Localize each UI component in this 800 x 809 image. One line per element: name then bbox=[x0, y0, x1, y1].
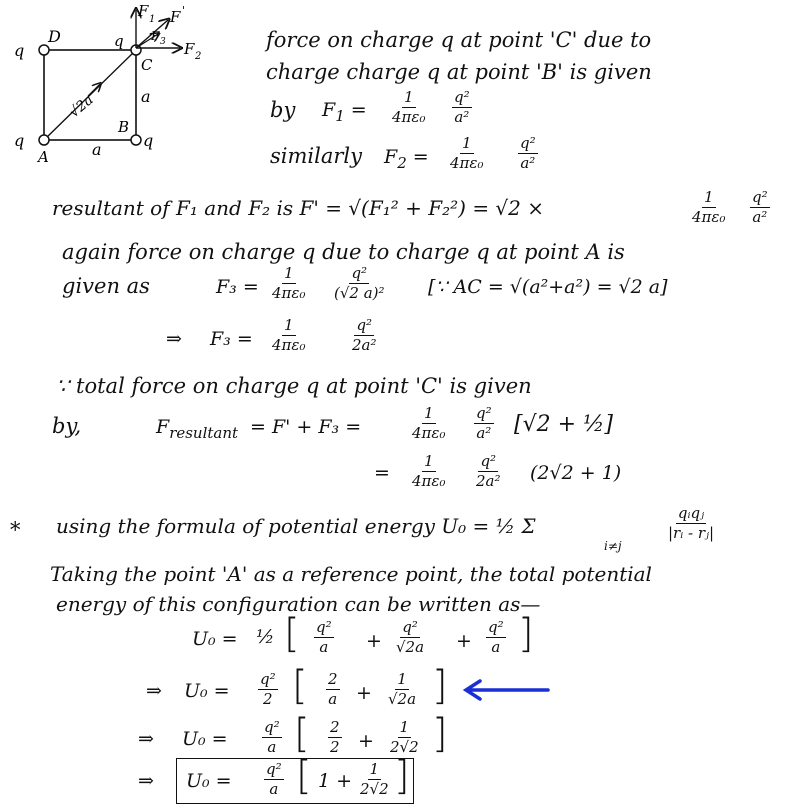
u0-label-3: U₀ = bbox=[182, 728, 228, 750]
label-side-bottom: a bbox=[92, 140, 102, 159]
equals-2: = bbox=[374, 462, 390, 484]
f3-label-2: F₃ = bbox=[210, 328, 253, 350]
label-d: D bbox=[48, 27, 61, 46]
fraction-q2-root2a: $\frac{\text{q²}}{\text{(√2 a)²}}$ bbox=[334, 264, 385, 302]
text-resultant: resultant of F₁ and F₂ is F' = √(F₁² + F₂²) = √2 × bbox=[52, 196, 545, 220]
fraction-qiqj-rij: qᵢqⱼ |rᵢ - rⱼ| bbox=[668, 504, 715, 542]
bracket-open-2: [ bbox=[292, 663, 308, 709]
u0-prefactor-3: $\frac{\text{q²}}{a}$ bbox=[264, 718, 280, 756]
fraction-q2-a2-2: $\frac{\text{q²}}{\text{a²}}$ bbox=[520, 134, 536, 172]
bullet-star: * bbox=[10, 518, 21, 542]
text-by-2: by, bbox=[52, 414, 82, 438]
label-f1-sub: 1 bbox=[149, 14, 156, 25]
label-q-a: q bbox=[14, 131, 25, 150]
text-again-force: again force on charge q due to charge q at point A is bbox=[62, 240, 625, 264]
f3-label: F₃ = bbox=[216, 276, 259, 298]
u0-2-over-2: $\frac{2}{2}$ bbox=[330, 718, 340, 756]
highlight-arrow-icon bbox=[462, 678, 552, 702]
u0-term-2: $\frac{\text{q²}}{√2a}$ bbox=[396, 618, 425, 656]
sum-subscript: i≠j bbox=[604, 539, 622, 553]
label-fprime: F bbox=[170, 8, 181, 26]
fraction-q2-a2-4: $\frac{\text{q²}}{\text{a²}}$ bbox=[476, 404, 492, 442]
text-line-2: charge charge q at point 'B' is given bbox=[266, 60, 652, 84]
plus-3: + bbox=[356, 682, 372, 704]
implies-3: ⇒ bbox=[138, 728, 154, 750]
charge-a-dot bbox=[39, 135, 49, 145]
text-given-as: given as bbox=[62, 274, 150, 298]
bracket-close-3: ] bbox=[432, 711, 448, 757]
paren-2root2-plus1: (2√2 + 1) bbox=[530, 462, 622, 484]
bracket-open-1: [ bbox=[284, 611, 300, 657]
implies-2: ⇒ bbox=[146, 680, 162, 702]
fraction-coulomb-5: $\frac{1}{\text{4πε₀}}$ bbox=[272, 316, 306, 354]
text-energy: energy of this configuration can be written as— bbox=[56, 592, 541, 616]
bracket-close-1: ] bbox=[518, 611, 534, 657]
u0-label-4: U₀ = bbox=[186, 770, 232, 792]
fraction-coulomb-4: $\frac{1}{\text{4πε₀}}$ bbox=[272, 264, 306, 302]
u0-1-over-2root2: $\frac{1}{2√2}$ bbox=[390, 718, 419, 756]
label-q-b: q bbox=[143, 131, 154, 150]
label-diagonal: √2a bbox=[66, 91, 97, 122]
bracket-close-2: ] bbox=[432, 663, 448, 709]
implies-1: ⇒ bbox=[166, 328, 182, 350]
label-f1: F bbox=[138, 2, 149, 20]
diag-arrow bbox=[88, 84, 100, 96]
text-taking: Taking the point 'A' as a reference point, the total potential bbox=[50, 562, 652, 586]
fraction-q2-a2-1: $\frac{\text{q²}}{\text{a²}}$ bbox=[454, 88, 470, 126]
u0-term-1: $\frac{\text{q²}}{a}$ bbox=[316, 618, 332, 656]
half-1: ½ bbox=[256, 626, 275, 648]
label-f3: F bbox=[151, 29, 160, 43]
bracket-root2-half: [√2 + ½] bbox=[514, 412, 613, 437]
charge-d-dot bbox=[39, 45, 49, 55]
label-c: C bbox=[141, 56, 153, 74]
bracket-open-3: [ bbox=[294, 711, 310, 757]
f1-label: $F_1$ = bbox=[322, 99, 367, 125]
fraction-q2-a2-3: $\frac{\text{q²}}{\text{a²}}$ bbox=[752, 188, 768, 226]
label-f2-sub: 2 bbox=[195, 51, 202, 62]
fraction-q2-2a2-2: $\frac{\text{q²}}{\text{2a²}}$ bbox=[476, 452, 501, 490]
f2-label: $F_2$ = bbox=[384, 146, 429, 172]
u0-label-2: U₀ = bbox=[184, 680, 230, 702]
fraction-coulomb-2: $\frac{1}{\text{4πε₀}}$ bbox=[450, 134, 484, 172]
plus-4: + bbox=[358, 730, 374, 752]
fraction-coulomb-3: $\frac{1}{\text{4πε₀}}$ bbox=[692, 188, 726, 226]
label-fprime-sup: ' bbox=[182, 4, 186, 17]
plus-1: + bbox=[366, 630, 382, 652]
label-f3-sub: 3 bbox=[160, 37, 166, 47]
u0-one-plus: 1 + bbox=[318, 770, 353, 792]
bracket-open-4: [ bbox=[296, 753, 312, 799]
label-q-c: q bbox=[114, 32, 124, 50]
f-resultant-label: $F_{resultant}$ bbox=[156, 416, 239, 442]
label-q-d: q bbox=[14, 41, 25, 60]
label-f2: F bbox=[184, 40, 195, 58]
label-b: B bbox=[118, 118, 130, 136]
implies-4: ⇒ bbox=[138, 770, 154, 792]
text-using-formula: using the formula of potential energy U₀ = ½ Σ bbox=[56, 514, 536, 538]
fraction-coulomb-7: $\frac{1}{\text{4πε₀}}$ bbox=[412, 452, 446, 490]
u0-prefactor-2: $\frac{\text{q²}}{2}$ bbox=[260, 670, 276, 708]
fraction-q2-2a2: $\frac{\text{q²}}{\text{2a²}}$ bbox=[352, 316, 377, 354]
text-by: by bbox=[270, 98, 296, 122]
u0-final-1-over-2root2: $\frac{1}{2√2}$ bbox=[360, 760, 389, 798]
u0-prefactor-4: $\frac{\text{q²}}{a}$ bbox=[266, 760, 282, 798]
u0-term-3: $\frac{\text{q²}}{a}$ bbox=[488, 618, 504, 656]
u0-2-over-a: $\frac{2}{a}$ bbox=[328, 670, 338, 708]
plus-2: + bbox=[456, 630, 472, 652]
ac-note: [∵ AC = √(a²+a²) = √2 a] bbox=[428, 276, 668, 298]
text-similarly: similarly bbox=[270, 144, 362, 168]
fraction-coulomb-6: $\frac{1}{\text{4πε₀}}$ bbox=[412, 404, 446, 442]
label-a: A bbox=[38, 148, 49, 165]
text-line-1: force on charge q at point 'C' due to bbox=[266, 28, 652, 52]
square-charge-diagram bbox=[0, 0, 230, 165]
charge-b-dot bbox=[131, 135, 141, 145]
label-side-right: a bbox=[141, 87, 151, 106]
u0-1-over-root2a: $\frac{1}{√2a}$ bbox=[388, 670, 417, 708]
f-resultant-mid: = F' + F₃ = bbox=[250, 416, 362, 438]
text-total-force: ∵ total force on charge q at point 'C' is given bbox=[56, 374, 532, 398]
fraction-coulomb-1: $\frac{1}{\text{4πε₀}}$ bbox=[392, 88, 426, 126]
bracket-close-4: ] bbox=[394, 753, 410, 799]
u0-label-1: U₀ = bbox=[192, 628, 238, 650]
